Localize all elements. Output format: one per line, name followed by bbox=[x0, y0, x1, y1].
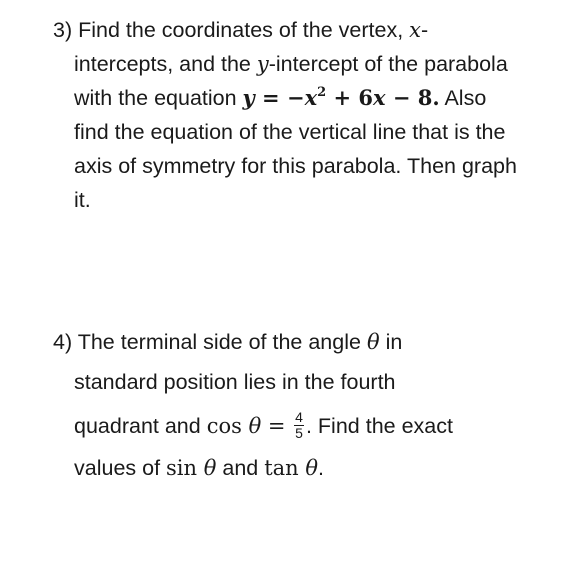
fraction bbox=[294, 410, 304, 441]
equation-x: x bbox=[373, 85, 386, 110]
text: . bbox=[305, 414, 312, 438]
text: values of bbox=[74, 456, 167, 480]
text: Also bbox=[439, 86, 487, 110]
text: Find the exact bbox=[311, 414, 453, 438]
text: and bbox=[216, 456, 265, 480]
text: . bbox=[318, 456, 325, 480]
math-cos: cos bbox=[206, 414, 249, 438]
text: quadrant and bbox=[74, 414, 207, 438]
text: 3) Find the coordinates of the vertex, bbox=[53, 18, 410, 42]
math-variable-x: x bbox=[409, 18, 421, 42]
text: - bbox=[420, 18, 429, 42]
text: standard position lies in the fourth bbox=[74, 370, 396, 394]
equation-minus-term: − 8. bbox=[385, 85, 440, 110]
text: 4) The terminal side of the angle bbox=[53, 330, 367, 354]
problem-3-line-1 bbox=[53, 14, 428, 46]
equation-x: x bbox=[304, 85, 318, 110]
problem-3-line-2 bbox=[74, 48, 508, 80]
problem-3-line-3 bbox=[74, 82, 486, 114]
equation-plus-term: + 6 bbox=[326, 85, 373, 110]
math-tan: tan bbox=[264, 456, 306, 480]
math-theta: θ bbox=[305, 456, 319, 480]
fraction-numerator: 4 bbox=[295, 408, 303, 425]
text: axis of symmetry for this parabola. Then graph bbox=[74, 154, 517, 178]
text: intercepts, and the bbox=[74, 52, 257, 76]
equation-y: y bbox=[242, 85, 255, 110]
problem-3-line-6 bbox=[74, 184, 91, 216]
text: in bbox=[379, 330, 403, 354]
fraction-denominator: 5 bbox=[295, 424, 303, 441]
math-theta: θ bbox=[248, 414, 262, 438]
text: find the equation of the vertical line that is the bbox=[74, 120, 506, 144]
text: with the equation bbox=[74, 86, 243, 110]
math-variable-y: y bbox=[256, 52, 269, 76]
math-theta: θ bbox=[366, 330, 380, 354]
problem-4-line-4 bbox=[74, 452, 324, 484]
problem-4-line-1 bbox=[53, 326, 402, 358]
problem-3-line-5 bbox=[74, 150, 517, 182]
math-theta: θ bbox=[203, 456, 217, 480]
text: -intercept of the parabola bbox=[268, 52, 508, 76]
problem-3-line-4 bbox=[74, 116, 505, 148]
math-sin: sin bbox=[166, 456, 204, 480]
equation-equals: = − bbox=[254, 85, 305, 110]
problem-4-line-2 bbox=[74, 366, 396, 398]
equation-exponent: 2 bbox=[317, 85, 327, 100]
problem-4-line-3 bbox=[74, 410, 453, 443]
text: it. bbox=[74, 188, 91, 212]
math-equals: = bbox=[261, 414, 293, 438]
